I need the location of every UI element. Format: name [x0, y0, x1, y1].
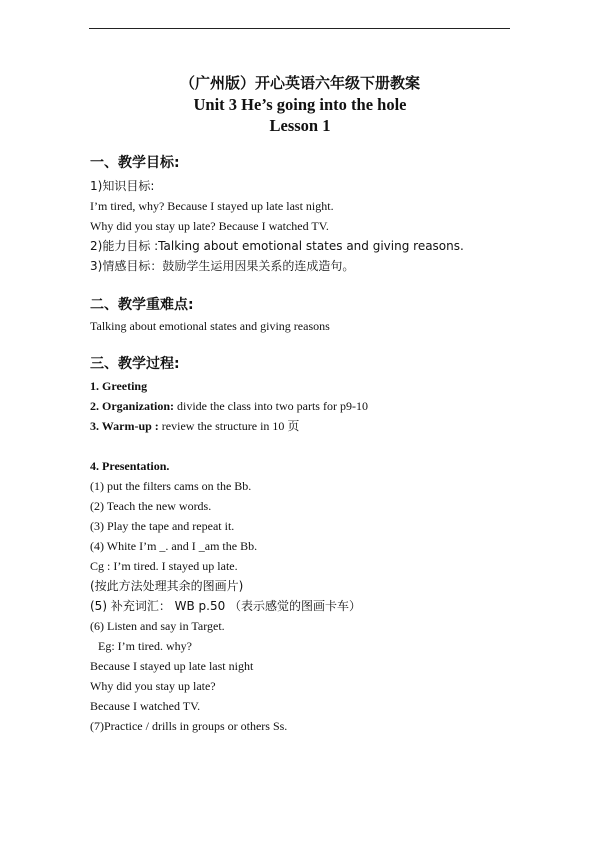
step-organization	[90, 398, 368, 414]
title-unit: Unit 3 He’s going into the hole	[193, 95, 407, 114]
knowledge-line-1: I’m tired, why? Because I stayed up late last night.	[90, 199, 334, 213]
section-heading-process: 三、教学过程:	[90, 356, 180, 372]
presentation-step: Cg : I’m tired. I stayed up late.	[90, 559, 238, 573]
warm-up-label: 3. Warm-up :	[90, 419, 159, 433]
warm-up-text: review the structure in 10 页	[158, 419, 300, 433]
presentation-step: Why did you stay up late?	[90, 679, 216, 693]
presentation-step: (按此方法处理其余的图画片)	[90, 579, 244, 593]
presentation-step: (7)Practice / drills in groups or others Ss.	[90, 719, 288, 733]
presentation-step: (1) put the filters cams on the Bb.	[90, 479, 252, 493]
organization-text: divide the class into two parts for p9-10	[174, 399, 368, 413]
document-title-block	[0, 72, 600, 136]
ability-objective: 2)能力目标 :Talking about emotional states and giving reasons.	[90, 239, 464, 253]
section-heading-key-points: 二、教学重难点:	[90, 297, 194, 313]
knowledge-objective-label: 1)知识目标:	[90, 179, 155, 193]
presentation-step: Because I stayed up late last night	[90, 659, 254, 673]
presentation-step: (2) Teach the new words.	[90, 499, 212, 513]
organization-label: 2. Organization:	[90, 399, 174, 413]
emotion-objective: 3)情感目标：鼓励学生运用因果关系的连成造句。	[90, 259, 355, 273]
presentation-step: Because I watched TV.	[90, 699, 201, 713]
title-lesson: Lesson 1	[269, 116, 331, 135]
header-rule	[89, 28, 510, 29]
step-presentation: 4. Presentation.	[90, 459, 170, 473]
step-greeting: 1. Greeting	[90, 379, 148, 393]
presentation-step: (3) Play the tape and repeat it.	[90, 519, 235, 533]
title-chinese: （广州版）开心英语六年级下册教案	[179, 74, 420, 92]
presentation-step: Eg: I’m tired. why?	[98, 639, 192, 653]
presentation-step: (6) Listen and say in Target.	[90, 619, 225, 633]
knowledge-line-2: Why did you stay up late? Because I watched TV.	[90, 219, 329, 233]
presentation-step: (4) White I’m _. and I _am the Bb.	[90, 539, 258, 553]
step-warm-up	[90, 418, 299, 434]
presentation-step: (5) 补充词汇： WB p.50 （表示感觉的图画卡车）	[90, 599, 362, 613]
key-points-text: Talking about emotional states and giving reasons	[90, 319, 330, 333]
section-heading-objectives: 一、教学目标:	[90, 155, 180, 171]
